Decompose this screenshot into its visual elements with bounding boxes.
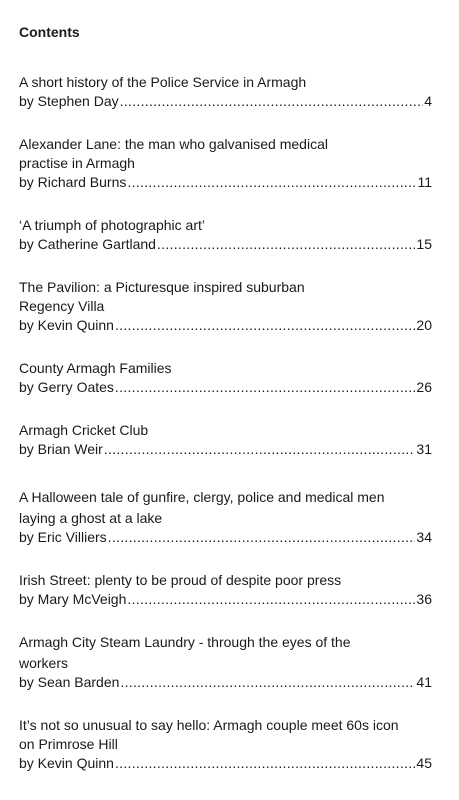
toc-entry [19,488,432,547]
toc-entry [19,421,432,459]
entry-byline [19,378,432,397]
entry-byline [19,590,432,609]
entry-author: by Brian Weir [19,441,103,457]
entry-title: Armagh Cricket Club [19,422,149,438]
entry-byline [19,528,432,547]
dot-leader [108,528,416,547]
toc-entry [19,716,432,773]
entry-title: The Pavilion: a Picturesque inspired suburban [19,279,305,295]
entry-title: workers [19,655,69,671]
entry-author: by Stephen Day [19,93,119,109]
entry-page-number: 31 [416,441,432,457]
entry-title: practise in Armagh [19,155,135,171]
contents-page [19,22,432,797]
entry-title: Armagh City Steam Laundry - through the eyes of the [19,634,351,650]
entry-title: County Armagh Families [19,360,172,376]
entry-author: by Sean Barden [19,674,120,690]
toc-entry [19,571,432,609]
entry-title: Alexander Lane: the man who galvanised medical [19,136,328,152]
entry-byline [19,173,432,192]
entry-page-number: 34 [416,529,432,545]
dot-leader [115,754,415,773]
dot-leader [157,235,415,254]
entry-title: on Primrose Hill [19,736,118,752]
entry-byline [19,316,432,335]
toc-entry [19,633,432,692]
entry-title: A Halloween tale of gunfire, clergy, police and medical men [19,489,385,505]
dot-leader [120,92,424,111]
entry-byline [19,673,432,692]
entry-byline [19,440,432,459]
entry-title: A short history of the Police Service in Armagh [19,74,307,90]
toc-entry [19,216,432,254]
entry-byline [19,754,432,773]
entry-page-number: 20 [416,317,432,333]
entry-title: Regency Villa [19,298,105,314]
entry-title: laying a ghost at a lake [19,510,163,526]
entry-title: It’s not so unusual to say hello: Armagh couple meet 60s icon [19,717,399,733]
contents-heading: Contents [19,24,80,40]
entry-byline [19,92,432,111]
dot-leader [127,173,416,192]
entry-page-number: 45 [416,755,432,771]
dot-leader [104,440,416,459]
dot-leader [120,673,415,692]
entry-page-number: 36 [416,591,432,607]
toc-entry [19,359,432,397]
toc-entry [19,135,432,192]
entry-page-number: 15 [416,236,432,252]
dot-leader [115,378,416,397]
entry-title: ‘A triumph of photographic art’ [19,217,205,233]
entry-page-number: 26 [416,379,432,395]
dot-leader [127,590,415,609]
entry-author: by Mary McVeigh [19,591,127,607]
entry-page-number: 4 [424,93,432,109]
entry-author: by Kevin Quinn [19,755,114,771]
toc-entry [19,278,432,335]
entry-author: by Eric Villiers [19,529,107,545]
entry-author: by Catherine Gartland [19,236,156,252]
entry-title: Irish Street: plenty to be proud of despite poor press [19,572,342,588]
entry-author: by Kevin Quinn [19,317,114,333]
entry-author: by Richard Burns [19,174,127,190]
entry-byline [19,235,432,254]
entry-page-number: 11 [417,174,432,190]
entry-page-number: 41 [416,674,432,690]
dot-leader [115,316,415,335]
toc-entry [19,73,432,111]
entry-author: by Gerry Oates [19,379,114,395]
